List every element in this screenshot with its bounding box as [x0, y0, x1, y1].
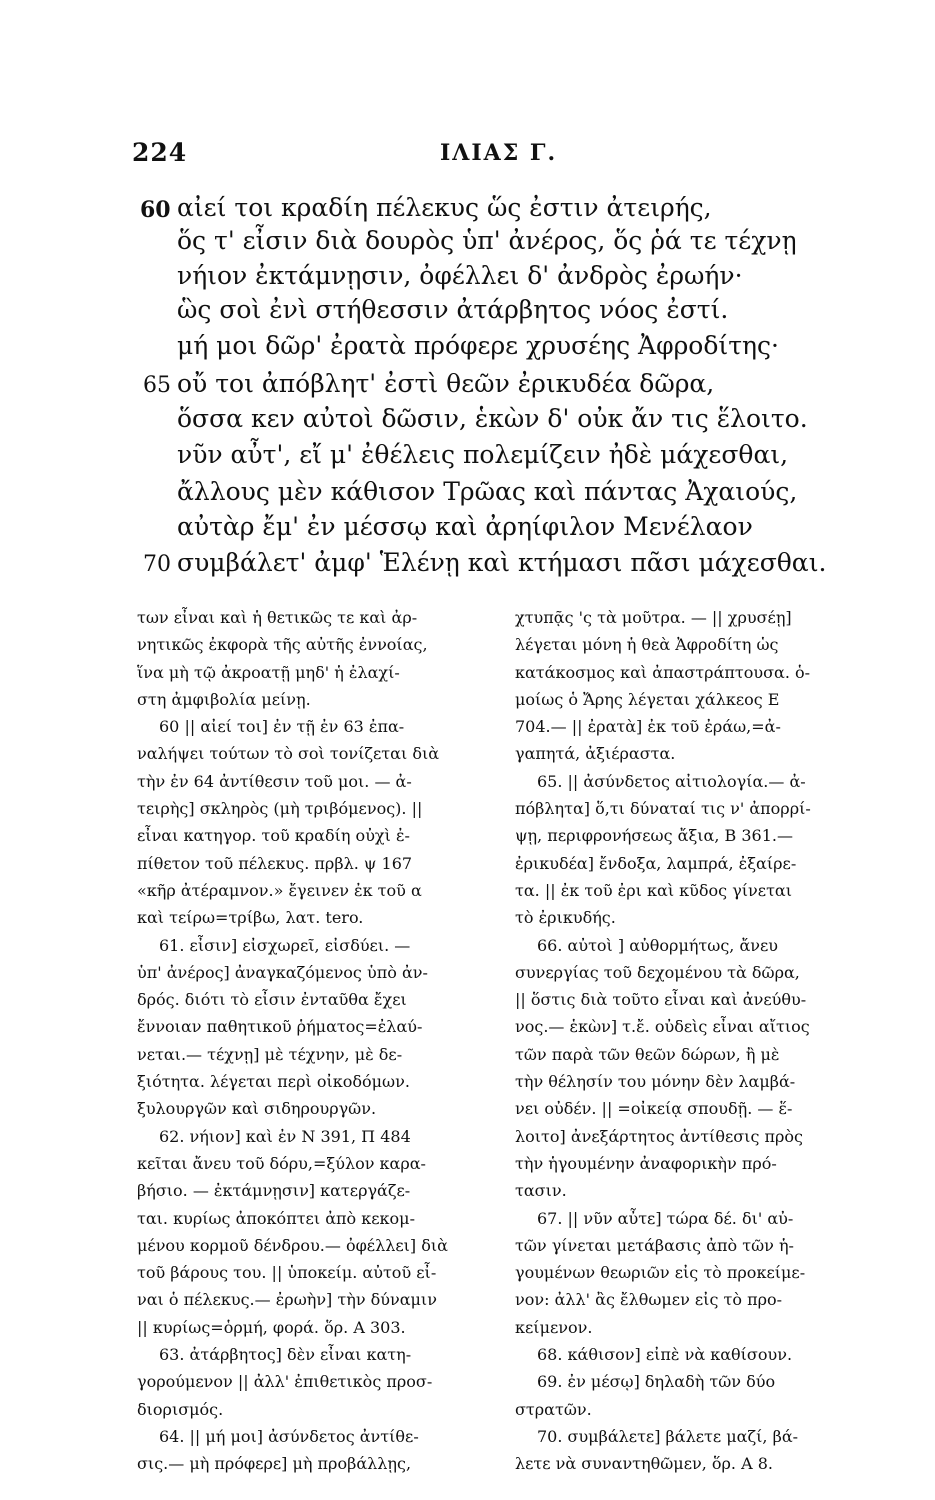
commentary-line: «κῆρ ἀτέραμνον.» ἔγεινεν ἐκ τοῦ α: [137, 880, 422, 900]
verse-line-text: ὣς σοὶ ἐνὶ στήθεσσιν ἀτάρβητος νόος ἐστί.: [177, 295, 729, 324]
commentary-line: γουμένων θεωριῶν εἰς τὸ προκείμε-: [515, 1263, 806, 1283]
verse-line: [0, 477, 935, 511]
commentary-line: 63. ἀτάρβητος] δὲν εἶναι κατη-: [159, 1345, 412, 1365]
verse-line-text: ὅς τ' εἶσιν διὰ δουρὸς ὑπ' ἀνέρος, ὅς ῥά τε τέχνῃ: [177, 226, 797, 255]
commentary-line: ναλήψει τούτων τὸ σοὶ τονίζεται διὰ: [137, 744, 440, 764]
verse-line-text: συμβάλετ' ἀμφ' Ἑλένῃ καὶ κτήμασι πᾶσι μάχεσθαι.: [177, 548, 827, 577]
commentary-line: 62. νήιον] καὶ ἐν Ν 391, Π 484: [159, 1126, 411, 1146]
verse-line-text: αὐτὰρ ἔμ' ἐν μέσσῳ καὶ ἀρηίφιλον Μενέλαον: [177, 512, 753, 541]
commentary-line: νον: ἀλλ' ἂς ἔλθωμεν εἰς τὸ προ-: [515, 1290, 783, 1310]
verse-line-number: 70: [143, 552, 171, 577]
commentary-line: συνεργίας τοῦ δεχομένου τὰ δῶρα,: [515, 962, 800, 982]
verse-line: [0, 226, 935, 260]
commentary-line: 60 || αἰεί τοι] ἐν τῇ ἐν 63 ἐπα-: [159, 717, 405, 737]
commentary-line: κεῖται ἄνευ τοῦ δόρυ,=ξύλον καρα-: [137, 1153, 426, 1173]
commentary-line: τῶν παρὰ τῶν θεῶν δώρων, ἢ μὲ: [515, 1044, 780, 1064]
commentary-line: ξιότητα. λέγεται περὶ οἰκοδόμων.: [137, 1072, 410, 1092]
verse-line-text: οὔ τοι ἀπόβλητ' ἐστὶ θεῶν ἐρικυδέα δῶρα,: [177, 369, 715, 398]
commentary-line: ναι ὁ πέλεκυς.— ἐρωὴν] τὴν δύναμιν: [137, 1290, 437, 1310]
commentary-line: των εἶναι καὶ ἡ θετικῶς τε καὶ ἀρ-: [137, 608, 418, 627]
commentary-line: || ὅστις διὰ τοῦτο εἶναι καὶ ἀνεύθυ-: [515, 990, 807, 1010]
verse-line: [0, 295, 935, 329]
commentary-line: γαπητά, ἀξιέραστα.: [515, 744, 676, 764]
commentary-line: τειρὴς] σκληρὸς (μὴ τριβόμενος). ||: [137, 799, 423, 819]
commentary-line: τοῦ βάρους του. || ὑποκείμ. αὐτοῦ εἶ-: [137, 1263, 437, 1283]
verse-line: [0, 404, 935, 438]
commentary-line: λετε νὰ συναντηθῶμεν, ὅρ. Α 8.: [515, 1454, 773, 1474]
commentary-line: τὴν θέλησίν του μόνην δὲν λαμβά-: [515, 1072, 796, 1092]
verse-line-number: 65: [143, 373, 171, 398]
verse-line: [0, 548, 935, 582]
commentary-line: τὸ ἐρικυδής.: [515, 908, 616, 928]
verse-line: [0, 440, 935, 474]
commentary-line: στρατῶν.: [515, 1399, 592, 1419]
commentary-line: πόβλητα] ὅ,τι δύναταί τις ν' ἀπορρί-: [515, 799, 811, 819]
commentary-line: κατάκοσμος καὶ ἀπαστράπτουσα. ὁ-: [515, 662, 811, 682]
verse-line-text: ἄλλους μὲν κάθισον Τρῶας καὶ πάντας Ἀχαιούς,: [177, 477, 798, 506]
commentary-line: γορούμενον || ἀλλ' ἐπιθετικὸς προσ-: [137, 1372, 433, 1392]
commentary-right-column: [515, 604, 860, 1478]
commentary-line: 704.— || ἐρατὰ] ἐκ τοῦ ἐράω,=ἀ-: [515, 717, 781, 737]
commentary-line: τὴν ἐν 64 ἀντίθεσιν τοῦ μοι. — ἀ-: [137, 771, 412, 791]
verse-line: [0, 369, 935, 403]
commentary-line: τασιν.: [515, 1181, 567, 1201]
commentary-line: ψῃ, περιφρονήσεως ἄξια, Β 361.—: [515, 826, 793, 846]
commentary-line: νητικῶς ἐκφορὰ τῆς αὐτῆς ἐννοίας,: [137, 635, 428, 655]
commentary-line: τα. || ἐκ τοῦ ἐρι καὶ κῦδος γίνεται: [515, 880, 792, 900]
commentary-line: λοιτο] ἀνεξάρτητος ἀντίθεσις πρὸς: [515, 1126, 804, 1146]
running-head: [0, 138, 935, 178]
commentary-line: σις.— μὴ πρόφερε] μὴ προβάλλῃς,: [137, 1454, 412, 1474]
commentary-line: λέγεται μόνη ἡ θεὰ Ἀφροδίτη ὡς: [515, 635, 779, 655]
commentary-line: στη ἀμφιβολία μείνῃ.: [137, 689, 311, 709]
commentary-line: 64. || μή μοι] ἀσύνδετος ἀντίθε-: [159, 1426, 419, 1446]
commentary-line: 69. ἐν μέσῳ] δηλαδὴ τῶν δύο: [537, 1372, 776, 1392]
commentary-line: || κυρίως=ὁρμή, φορά. ὅρ. Α 303.: [137, 1317, 406, 1337]
commentary-line: ἐρικυδέα] ἔνδοξα, λαμπρά, ἐξαίρε-: [515, 853, 797, 873]
verse-line-number: 60: [140, 197, 171, 223]
commentary-line: νεται.— τέχνῃ] μὲ τέχνην, μὲ δε-: [137, 1044, 403, 1064]
page-number: 224: [132, 138, 188, 167]
commentary-line: ξυλουργῶν καὶ σιδηρουργῶν.: [137, 1099, 377, 1119]
commentary-line: δρός. διότι τὸ εἶσιν ἐνταῦθα ἔχει: [137, 990, 407, 1010]
commentary-line: ἔννοιαν παθητικοῦ ῥήματος=ἐλαύ-: [137, 1017, 423, 1037]
commentary-line: 70. συμβάλετε] βάλετε μαζί, βά-: [537, 1426, 799, 1446]
commentary-line: χτυπᾷς 'ς τὰ μοῦτρα. — || χρυσέῃ]: [515, 608, 792, 627]
verse-line: [0, 193, 935, 227]
commentary-left-column: [137, 604, 487, 1478]
commentary-line: 68. κάθισον] εἰπὲ νὰ καθίσουν.: [537, 1345, 793, 1365]
commentary-line: νος.— ἑκὼν] τ.ἔ. οὐδεὶς εἶναι αἴτιος: [515, 1017, 810, 1037]
commentary-line: ται. κυρίως ἀποκόπτει ἀπὸ κεκομ-: [137, 1208, 415, 1228]
verse-line-text: νῦν αὖτ', εἴ μ' ἐθέλεις πολεμίζειν ἠδὲ μάχεσθαι,: [177, 440, 789, 469]
commentary-line: 67. || νῦν αὖτε] τώρα δέ. δι' αὐ-: [537, 1208, 794, 1228]
commentary-line: μένου κορμοῦ δένδρου.— ὀφέλλει] διὰ: [137, 1235, 448, 1255]
verse-line-text: νήιον ἐκτάμνῃσιν, ὀφέλλει δ' ἀνδρὸς ἐρωήν·: [177, 261, 743, 290]
commentary-line: μοίως ὁ Ἄρης λέγεται χάλκεος Ε: [515, 689, 780, 709]
verse-line: [0, 261, 935, 295]
verse-line-text: μή μοι δῶρ' ἐρατὰ πρόφερε χρυσέης Ἀφροδίτης·: [177, 331, 779, 360]
commentary-line: ὑπ' ἀνέρος] ἀναγκαζόμενος ὑπὸ ἀν-: [137, 962, 428, 982]
verse-line: [0, 331, 935, 365]
commentary-line: τῶν γίνεται μετάβασις ἀπὸ τῶν ἡ-: [515, 1235, 794, 1255]
commentary-line: καὶ τείρω=τρίβω, λατ. tero.: [137, 908, 364, 928]
commentary-line: 65. || ἀσύνδετος αἰτιολογία.— ἀ-: [537, 771, 806, 791]
verse-line: [0, 512, 935, 546]
commentary-line: 61. εἶσιν] εἰσχωρεῖ, εἰσδύει. —: [159, 935, 411, 955]
commentary-line: νει οὐδέν. || =οἰκείᾳ σπουδῇ. — ἕ-: [515, 1099, 793, 1119]
book-title: ΙΛΙΑΣ Γ.: [440, 140, 558, 166]
commentary-line: κείμενον.: [515, 1317, 593, 1337]
commentary-line: ἵνα μὴ τῷ ἀκροατῇ μηδ' ἡ ἐλαχί-: [137, 662, 400, 682]
commentary-line: διορισμός.: [137, 1399, 224, 1419]
commentary-line: πίθετον τοῦ πέλεκυς. πρβλ. ψ 167: [137, 853, 413, 873]
verse-line-text: ὅσσα κεν αὐτοὶ δῶσιν, ἑκὼν δ' οὐκ ἄν τις ἕλοιτο.: [177, 404, 808, 433]
commentary-line: 66. αὐτοὶ ] αὐθορμήτως, ἄνευ: [537, 935, 778, 955]
commentary-line: εἶναι κατηγορ. τοῦ κραδίη οὐχὶ ἐ-: [137, 826, 410, 846]
commentary-line: τὴν ἡγουμένην ἀναφορικὴν πρό-: [515, 1153, 777, 1173]
verse-line-text: αἰεί τοι κραδίη πέλεκυς ὥς ἐστιν ἀτειρής,: [177, 193, 712, 222]
commentary-line: βήσιο. — ἐκτάμνῃσιν] κατεργάζε-: [137, 1181, 411, 1201]
